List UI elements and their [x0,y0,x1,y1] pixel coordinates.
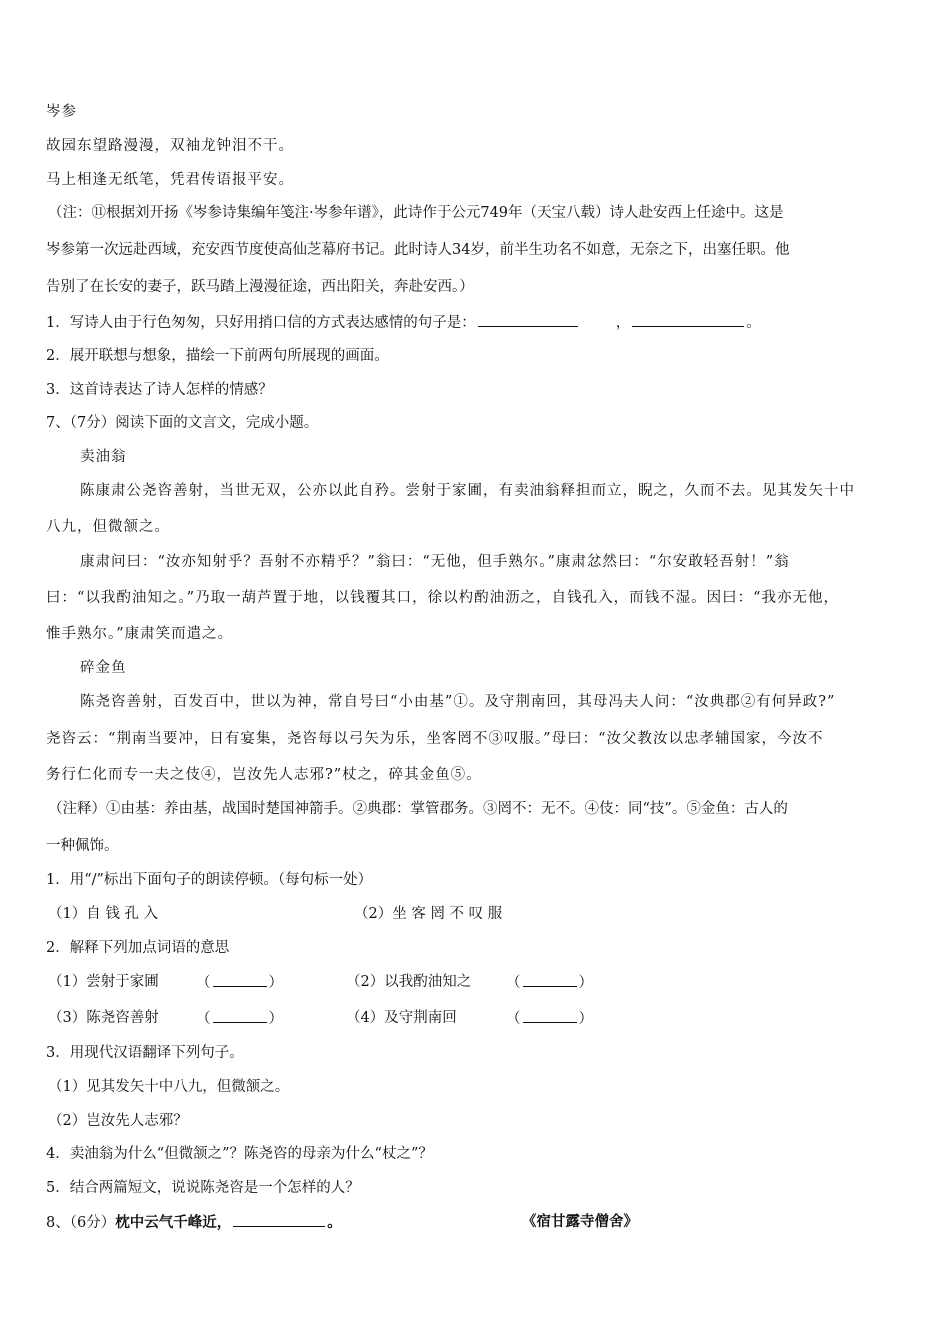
paren-close: ） [268,1011,283,1027]
subquestion-4: 4．卖油翁为什么“但微颔之”？陈尧咨的母亲为什么“杖之”？ [46,1146,433,1162]
answer-blank[interactable] [213,972,267,987]
subquestion-2-item [346,972,471,992]
question-7-header: 7、（7分）阅读下面的文言文，完成小题。 [46,415,319,431]
passage-line: 陈康肃公尧咨善射，当世无双，公亦以此自矜。尝射于家圃，有卖油翁释担而立，睨之，久而不去。见其发矢十中 [80,483,855,499]
poem-question-3: 3．这首诗表达了诗人怎样的情感？ [46,382,273,398]
paren-open: （ [506,1011,521,1027]
question-text: 1．写诗人由于行色匆匆，只好用捎口信的方式表达感情的句子是： [46,315,476,331]
subquestion-1: 1．用“/”标出下面句子的朗读停顿。（每句标一处） [46,872,373,888]
poem-question-2: 2．展开联想与想象，描绘一下前两句所展现的画面。 [46,348,389,364]
paren-open: （ [196,975,211,991]
subquestion-2-item [48,972,159,992]
paren-open: （ [506,975,521,991]
passage-line: 务行仁化而专一夫之伎④，岂汝先人志邪?”杖之，碎其金鱼⑤。 [46,767,482,783]
comma: ， [615,315,631,331]
paren-open: （ [196,1011,211,1027]
answer-blank[interactable] [523,1008,577,1023]
question-8-source: 《宿甘露寺僧舍》 [522,1213,638,1230]
answer-blank[interactable] [213,1008,267,1023]
passage-title-1: 卖油翁 [80,449,127,465]
item-text: （2）以我酌油知之 [346,974,472,990]
subquestion-2-item [48,1008,159,1028]
answer-parens[interactable] [506,1008,593,1029]
period: 。 [327,1214,342,1231]
poem-question-1 [46,312,761,333]
passage-line: 八九，但微颔之。 [46,519,170,535]
question-8-prefix: 8、（6分） [46,1215,116,1231]
poem-note-line: 岑参第一次远赴西域，充安西节度使高仙芝幕府书记。此时诗人34岁，前半生功名不如意，无奈之下，出塞任职。他 [46,242,790,258]
item-text: （4）及守荆南回 [346,1010,457,1026]
poem-line-1: 故园东望路漫漫，双袖龙钟泪不干。 [46,138,294,154]
passage-notes-line: （注释）①由基：养由基，战国时楚国神箭手。②典郡：掌管郡务。③罔不：无不。④伎：同“技”。⑤金鱼：古人的 [48,801,788,817]
poem-note-line: 告别了在长安的妻子，跃马踏上漫漫征途，西出阳关，奔赴安西。） [46,279,474,295]
question-8-text: 枕中云气千峰近， [115,1214,232,1231]
subquestion-1-item-2: （2）坐 客 罔 不 叹 服 [354,906,503,922]
poem-note-line: （注：⑪根据刘开扬《岑参诗集编年笺注·岑参年谱》，此诗作于公元749年（天宝八载）诗人赴安西上任途中。这是 [48,205,784,221]
passage-line: 康肃问曰：“汝亦知射乎？吾射不亦精乎？”翁曰：“无他，但手熟尔。”康肃忿然曰：“尔安敢轻吾射！”翁 [80,554,790,570]
answer-blank[interactable] [478,312,578,327]
item-text: （3）陈尧咨善射 [48,1010,159,1026]
subquestion-2-item [346,1008,457,1028]
item-text: （1）尝射于家圃 [48,974,159,990]
answer-parens[interactable] [196,972,283,993]
question-8 [46,1212,342,1233]
period: 。 [746,315,761,331]
poem-line-2: 马上相逢无纸笔，凭君传语报平安。 [46,172,294,188]
answer-blank[interactable] [632,312,744,327]
subquestion-5: 5．结合两篇短文，说说陈尧咨是一个怎样的人？ [46,1180,360,1196]
passage-line: 惟手熟尔。”康肃笑而遣之。 [46,626,234,642]
poem-author: 岑参 [46,104,77,120]
paren-close: ） [268,975,283,991]
paren-close: ） [578,1011,593,1027]
passage-title-2: 碎金鱼 [80,660,127,676]
subquestion-2: 2．解释下列加点词语的意思 [46,940,230,956]
passage-line: 尧咨云：“荆南当要冲，日有宴集，尧咨每以弓矢为乐，坐客罔不③叹服。”母曰：“汝父教汝以忠孝辅国家，今汝不 [46,731,824,747]
answer-blank[interactable] [523,972,577,987]
passage-line: 曰：“以我酌油知之。”乃取一葫芦置于地，以钱覆其口，徐以杓酌油沥之，自钱孔入，而钱不湿。因曰：“我亦无他， [46,590,839,606]
answer-parens[interactable] [506,972,593,993]
subquestion-3-item-2: （2）岂汝先人志邪？ [48,1113,188,1129]
passage-line: 陈尧咨善射，百发百中，世以为神，常自号曰“小由基”①。及守荆南回，其母冯夫人问：“汝典郡②有何异政?” [80,694,836,710]
subquestion-3-item-1: （1）见其发矢十中八九，但微颔之。 [48,1079,290,1095]
subquestion-3: 3．用现代汉语翻译下列句子。 [46,1045,244,1061]
passage-notes-line: 一种佩饰。 [46,838,119,854]
subquestion-1-item-1: （1）自 钱 孔 入 [48,906,159,922]
answer-blank[interactable] [233,1212,325,1227]
paren-close: ） [578,975,593,991]
answer-parens[interactable] [196,1008,283,1029]
